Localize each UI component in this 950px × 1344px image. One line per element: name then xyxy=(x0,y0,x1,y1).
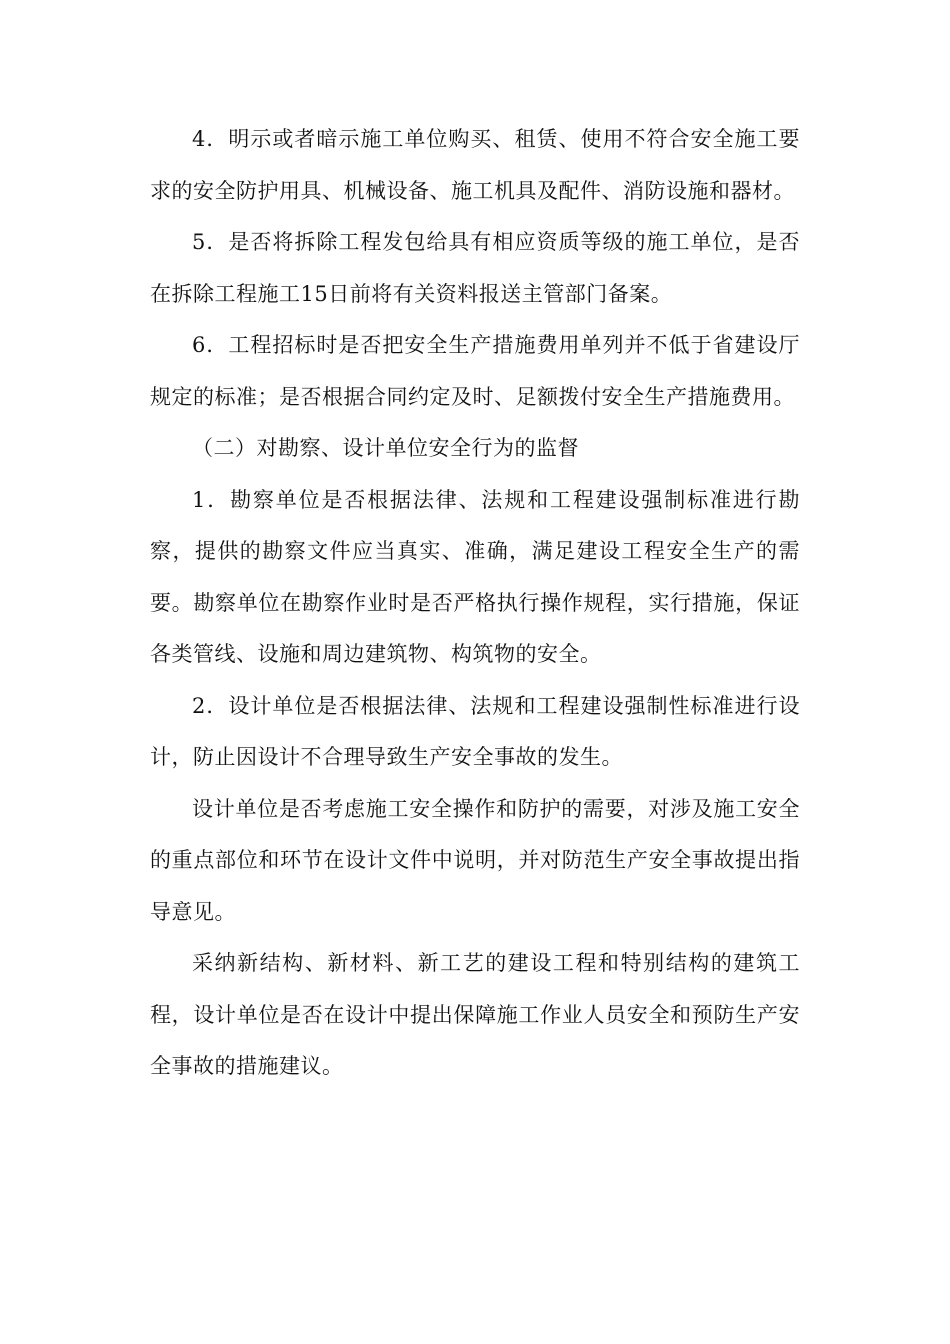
paragraph-new-structures: 采纳新结构、新材料、新工艺的建设工程和特别结构的建筑工程，设计单位是否在设计中提出保障施工作业人员安全和预防生产安全事故的措施建议。 xyxy=(150,951,800,1078)
paragraph-design-unit: 2．设计单位是否根据法律、法规和工程建设强制性标准进行设计，防止因设计不合理导致生产安全事故的发生。 xyxy=(150,693,800,769)
paragraph-survey-unit: 1．勘察单位是否根据法律、法规和工程建设强制标准进行勘察，提供的勘察文件应当真实、准确，满足建设工程安全生产的需要。勘察单位在勘察作业时是否严格执行操作规程，实行措施，保证各类管线、设施和周边建筑物、构筑物的安全。 xyxy=(150,487,800,666)
paragraph-design-safety: 设计单位是否考虑施工安全操作和防护的需要，对涉及施工安全的重点部位和环节在设计文件中说明，并对防范生产安全事故提出指导意见。 xyxy=(150,796,800,924)
paragraph-item-5: 5．是否将拆除工程发包给具有相应资质等级的施工单位，是否在拆除工程施工15日前将有关资料报送主管部门备案。 xyxy=(150,230,800,306)
paragraph-item-6: 6．工程招标时是否把安全生产措施费用单列并不低于省建设厅规定的标准；是否根据合同约定及时、足额拨付安全生产措施费用。 xyxy=(150,333,800,409)
document-body xyxy=(150,114,800,1093)
paragraph-item-4: 4．明示或者暗示施工单位购买、租赁、使用不符合安全施工要求的安全防护用具、机械设备、施工机具及配件、消防设施和器材。 xyxy=(150,127,800,203)
section-heading: （二）对勘察、设计单位安全行为的监督 xyxy=(192,436,579,460)
